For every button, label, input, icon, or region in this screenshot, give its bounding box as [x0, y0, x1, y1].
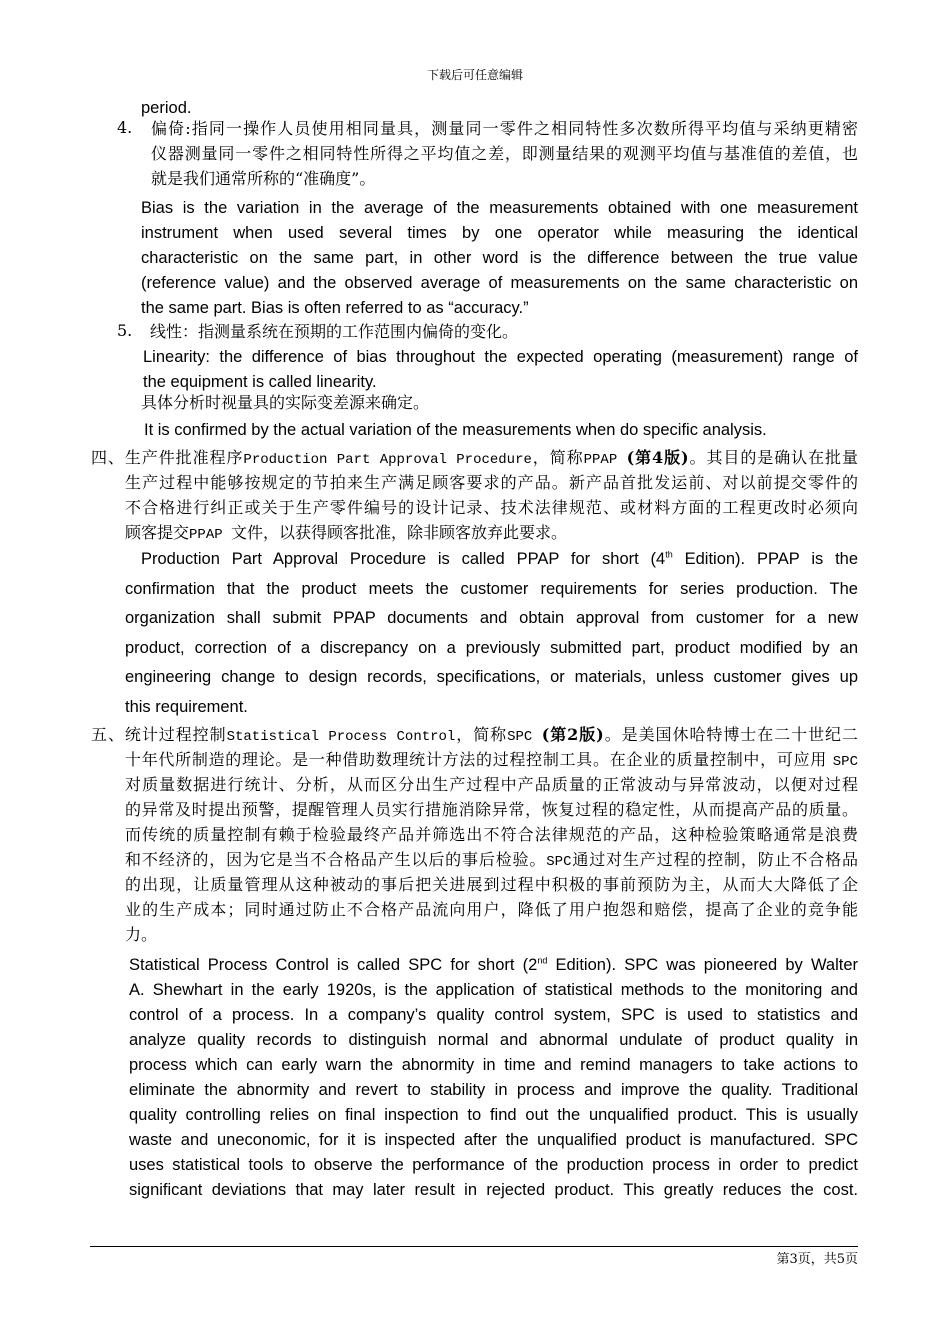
text-segment: Statistical Process Control is called SPC for short (2: [129, 956, 538, 974]
text-line: 而传统的质量控制有赖于检验最终产品并筛选出不符合法律规范的产品，这种检验策略通常是浪费: [125, 825, 858, 844]
text-segment: 。是美国休哈特博士在二十世纪二: [603, 725, 858, 744]
text-line: quality controlling relies on final inspection to find out the unqualified product. This is usually: [129, 1106, 858, 1124]
text-segment: ，简称: [455, 725, 508, 744]
text-line: this requirement.: [125, 697, 248, 716]
section-4-ppap-en: [125, 545, 858, 722]
text-segment: (第4版): [626, 448, 689, 467]
text-segment: 文件，以获得顾客批准，除非顾客放弃此要求。: [231, 523, 568, 542]
text-segment: 通过对生产过程的控制，防止不合格品: [571, 850, 858, 869]
text-segment: 十年代所制造的理论。是一种借助数理统计方法的过程控制工具。在企业的质量控制中，可应用: [125, 750, 833, 769]
text-line: instrument when used several times by one operator while measuring the identical: [141, 224, 858, 242]
paragraph-bias-en: [141, 196, 858, 321]
text-line: 就是我们通常所称的“准确度”。: [151, 169, 376, 188]
text-line: characteristic on the same part, in other word is the difference between the true value: [141, 249, 858, 267]
paragraph-specific-zh: [141, 390, 841, 415]
text-segment: PPAP: [583, 452, 627, 468]
text-line: 生产过程中能够按规定的节拍来生产满足顾客要求的产品。新产品首批发运前、对以前提交零件的: [125, 473, 858, 492]
text-line: eliminate the abnormity and revert to stability in process and improve the quality. Traditional: [129, 1081, 858, 1099]
item-number-4: 4.: [117, 118, 133, 137]
text-line: [91, 722, 858, 747]
text-line: 仪器测量同一零件之相同特性所得之平均值之差，即测量结果的观测平均值与基准值的差值，也: [151, 144, 858, 163]
text-line: the same part. Bias is often referred to as “accuracy.”: [141, 299, 529, 317]
section-5-spc-zh: [91, 722, 858, 947]
item-number-5: 5.: [117, 321, 133, 340]
text-line: A. Shewhart in the early 1920s, is the application of statistical methods to the monitoring and: [129, 981, 858, 999]
text-segment: 五、统计过程控制: [91, 725, 227, 744]
footer-divider: [90, 1246, 858, 1247]
text-line: the equipment is called linearity.: [143, 373, 377, 391]
text-segment: nd: [537, 955, 548, 966]
text-line: 的异常及时提出预警，提醒管理人员实行措施消除异常，恢复过程的稳定性，从而提高产品的质量。: [125, 800, 858, 819]
text-line: Bias is the variation in the average of the measurements obtained with one measurement: [141, 199, 858, 217]
paragraph-specific-en: [144, 418, 858, 443]
text-line: 对质量数据进行统计、分析，从而区分出生产过程中产品质量的正常波动与异常波动，以便对过程: [125, 775, 858, 794]
paragraph-linearity-en: [143, 345, 858, 395]
text-line: uses statistical tools to observe the performance of the production process in order to predict: [129, 1156, 858, 1174]
text-segment: PPAP: [189, 527, 232, 543]
text-line: waste and uneconomic, for it is inspected after the unqualified product is manufactured. SPC: [129, 1131, 858, 1149]
text-line: control of a process. In a company’s quality control system, SPC is used to statistics and: [129, 1006, 858, 1024]
text-segment: Edition). SPC was pioneered by Walter: [547, 956, 859, 974]
text-line: process which can early warn the abnormity in time and remind managers to take actions to: [129, 1056, 858, 1074]
text-line: engineering change to design records, specifications, or materials, unless customer gives up: [125, 668, 858, 686]
text-segment: Statistical Process Control: [226, 729, 456, 745]
section-5-spc-en: [129, 953, 858, 1203]
text-line: 线性：指测量系统在预期的工作范围内偏倚的变化。: [150, 322, 519, 341]
text-line: analyze quality records to distinguish normal and abnormal undulate of product quality in: [129, 1031, 858, 1049]
paragraph-bias-zh: [151, 116, 858, 191]
text-line: [125, 545, 858, 575]
paragraph-linearity-zh: [150, 319, 850, 344]
text-line: [91, 445, 858, 470]
text-segment: SPC: [546, 854, 572, 870]
text-segment: Edition). PPAP is the: [672, 550, 859, 568]
text-line: product, correction of a discrepancy on a previously submitted part, product modified by an: [125, 638, 858, 657]
text-segment: SPC: [507, 729, 542, 745]
text-line: significant deviations that may later result in rejected product. This greatly reduces the cost.: [129, 1181, 858, 1199]
text-line: 力。: [125, 925, 158, 944]
text-line: 具体分析时视量具的实际变差源来确定。: [141, 393, 430, 412]
text-segment: SPC: [832, 754, 858, 770]
text-segment: Production Part Approval Procedure: [243, 452, 532, 468]
text-line: [129, 953, 858, 978]
text-line: 的出现，让质量管理从这种被动的事后把关进展到过程中积极的事前预防为主，从而大大降低了企: [125, 875, 858, 894]
text-line: [91, 747, 858, 772]
text-line: [91, 847, 858, 872]
text-segment: 顾客提交: [125, 523, 190, 542]
text-line: organization shall submit PPAP documents and obtain approval from customer for a new: [125, 609, 858, 627]
text-segment: Production Part Approval Procedure is called PPAP for short (4: [141, 550, 666, 568]
text-line: 业的生产成本；同时通过防止不合格产品流向用户，降低了用户抱怨和赔偿，提高了企业的竞争能: [125, 900, 858, 919]
text-segment: ，简称: [531, 448, 584, 467]
text-line: Linearity: the difference of bias throughout the expected operating (measurement) range of: [143, 348, 858, 366]
text-segment: (第2版): [541, 725, 604, 744]
page-header: 下载后可任意编辑: [426, 68, 523, 82]
text-segment: 和不经济的，因为它是当不合格品产生以后的事后检验。: [125, 850, 547, 869]
text-segment: 四、生产件批准程序: [91, 448, 244, 467]
text-line: 不合格进行纠正或关于生产零件编号的设计记录、技术法律规范、或材料方面的工程更改时必须向: [125, 498, 858, 517]
text-line: 偏倚:指同一操作人员使用相同量具，测量同一零件之相同特性多次数所得平均值与采纳更精密: [151, 119, 858, 138]
section-4-ppap-zh: [91, 445, 858, 545]
page-number: 第3页，共5页: [776, 1252, 858, 1267]
text-line: period.: [141, 99, 192, 117]
text-line: (reference value) and the observed average of measurements on the same characteristic on: [141, 274, 858, 292]
text-line: It is confirmed by the actual variation of the measurements when do specific analysis.: [144, 421, 767, 439]
text-segment: th: [665, 549, 673, 560]
text-line: [91, 520, 858, 545]
text-line: confirmation that the product meets the customer requirements for series production. The: [125, 579, 858, 598]
text-segment: 。其目的是确认在批量: [688, 448, 858, 467]
